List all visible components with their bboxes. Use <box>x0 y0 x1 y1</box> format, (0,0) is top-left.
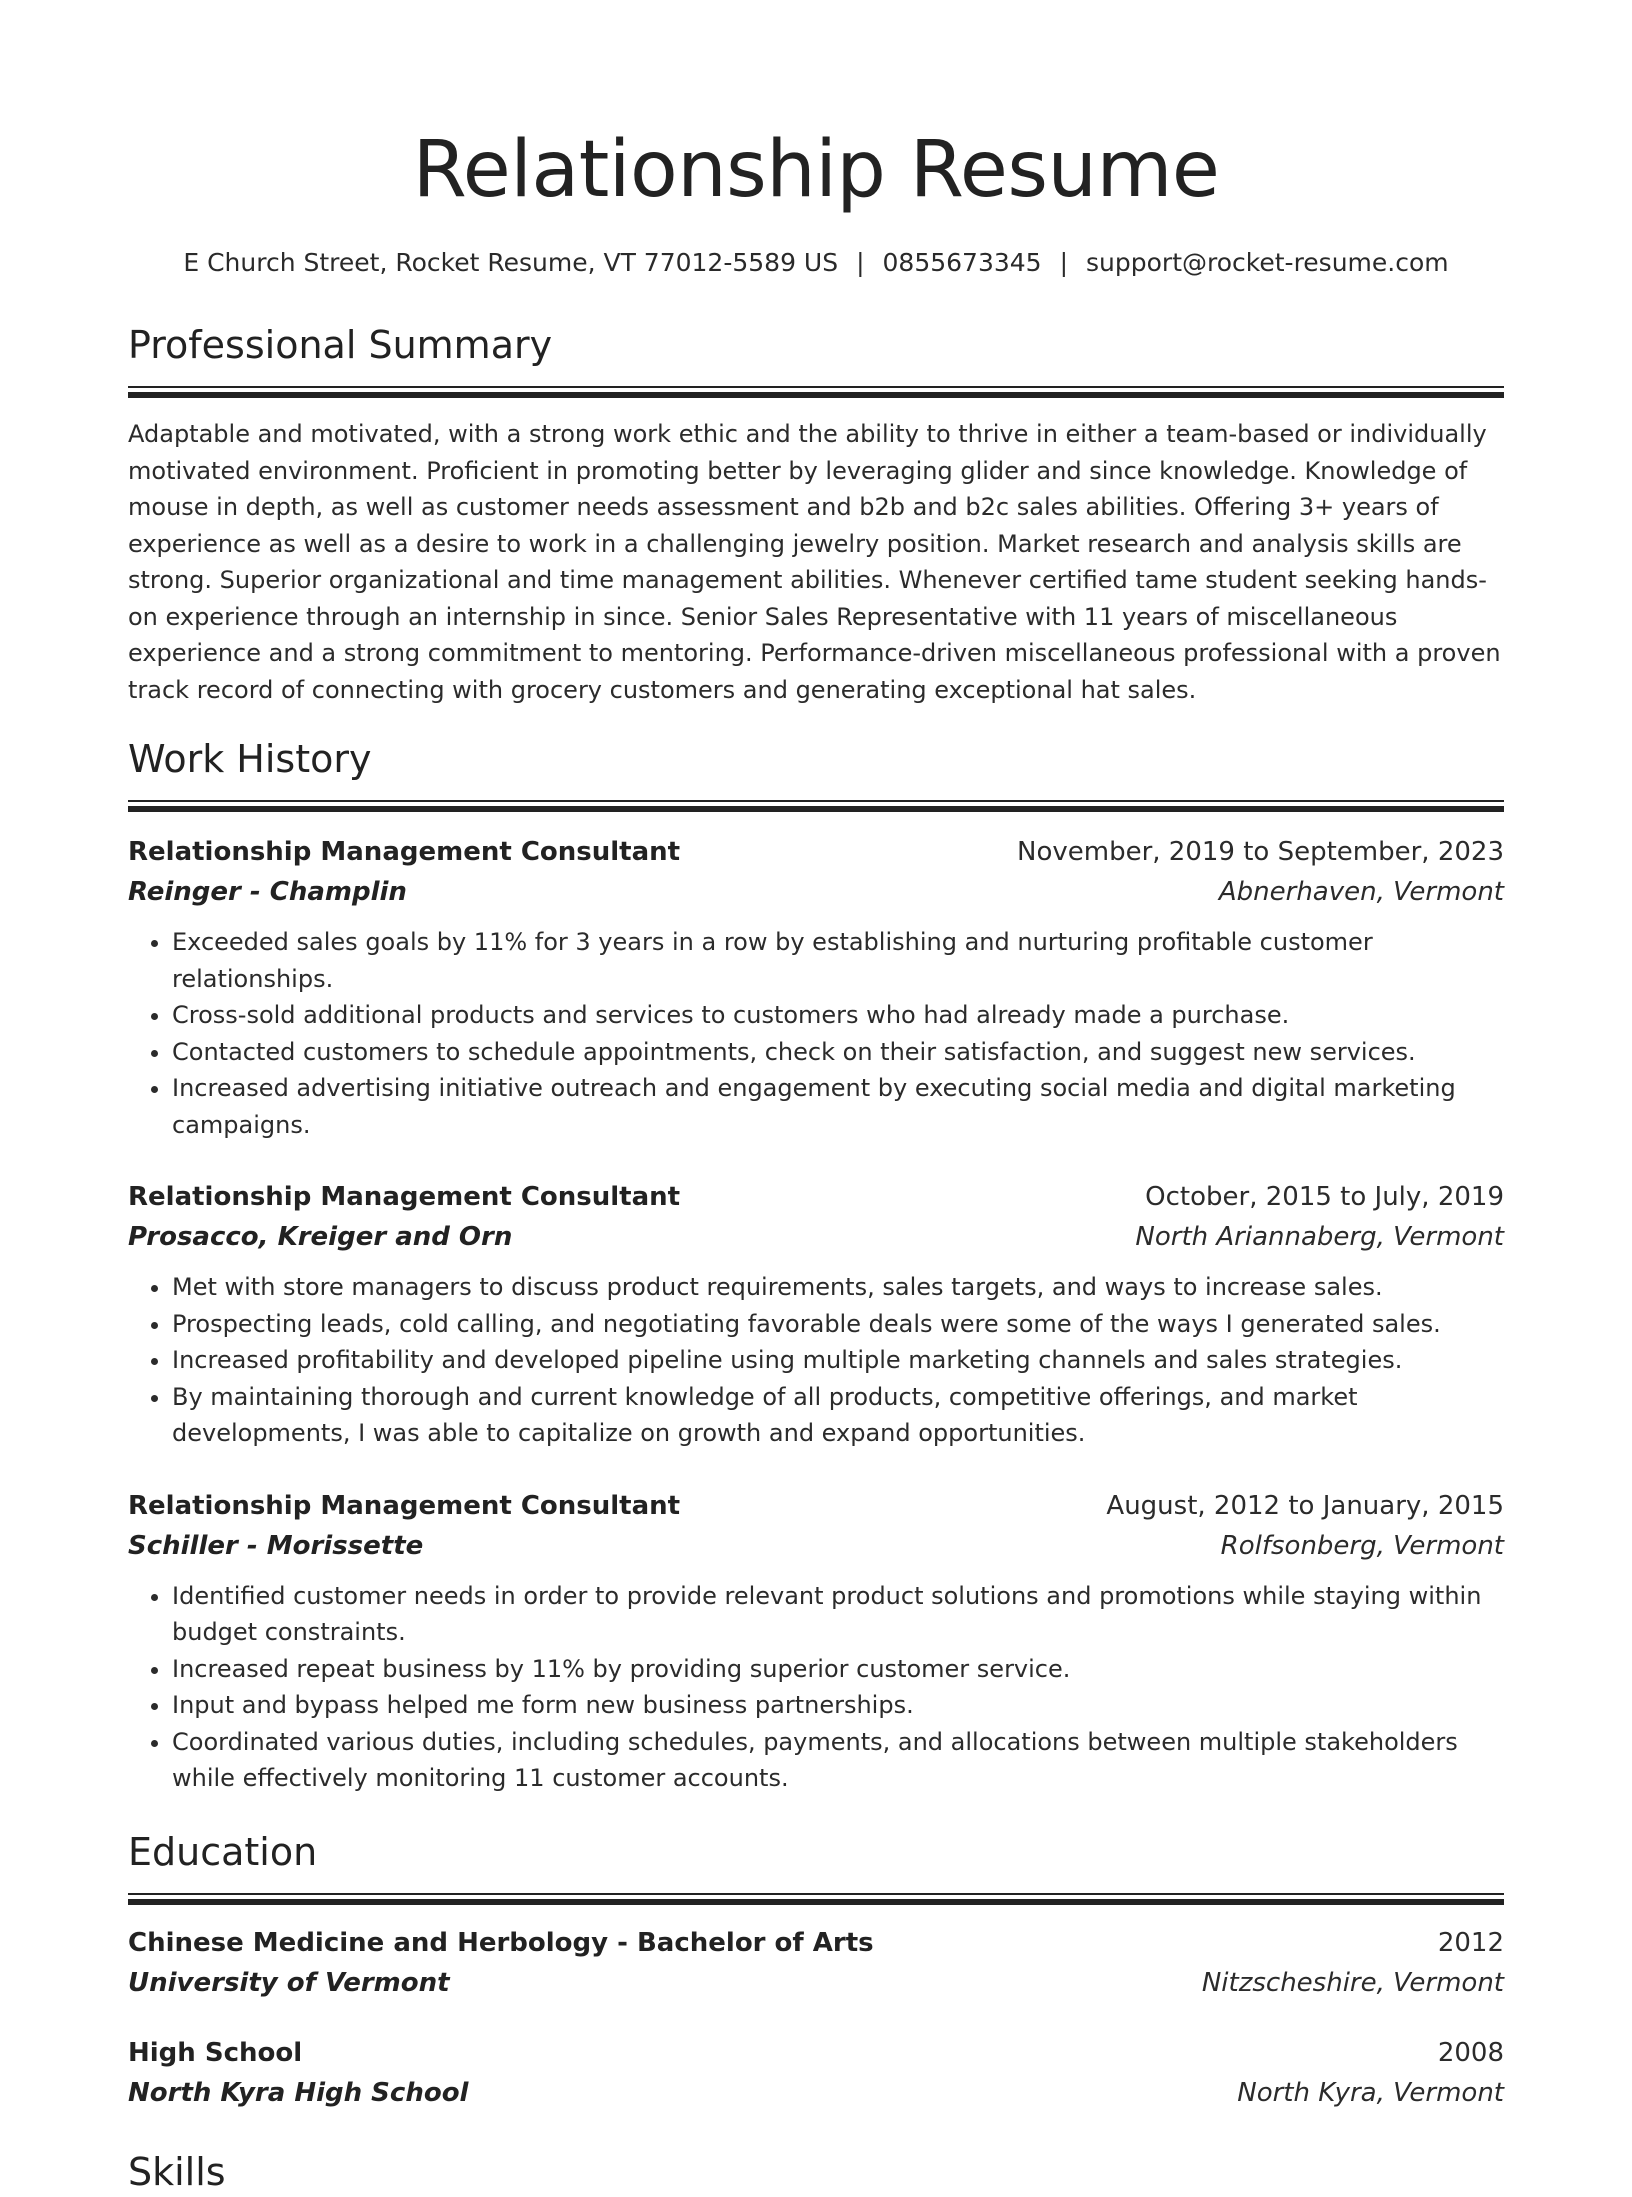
job-dates: October, 2015 to July, 2019 <box>1145 1182 1504 1212</box>
job-bullet: • Identified customer needs in order to provide relevant product solutions and promotions while staying within budget constraints. <box>172 1578 1504 1651</box>
contact-phone: 0855673345 <box>882 248 1042 277</box>
job-bullet: • Increased profitability and developed pipeline using multiple marketing channels and sales strategies. <box>172 1342 1504 1379</box>
work-history-section <box>128 734 1504 1797</box>
job-bullet: • Contacted customers to schedule appointments, check on their satisfaction, and suggest new services. <box>172 1034 1504 1071</box>
job-title: Relationship Management Consultant <box>128 1490 681 1521</box>
job-title: Relationship Management Consultant <box>128 837 681 867</box>
job-bullet: • Increased repeat business by 11% by providing superior customer service. <box>172 1651 1504 1688</box>
summary-section <box>128 320 1504 708</box>
section-title-education: Education <box>128 1829 318 1874</box>
section-title-summary: Professional Summary <box>128 323 553 367</box>
contact-line <box>128 246 1504 280</box>
section-title-work-history: Work History <box>128 737 372 781</box>
contact-separator: | <box>856 248 865 277</box>
resume-name: Relationship Resume <box>412 125 1220 215</box>
contact-address: E Church Street, Rocket Resume, VT 77012-5589 US <box>183 248 839 277</box>
job-title: Relationship Management Consultant <box>128 1182 681 1212</box>
section-title-skills: Skills <box>128 2149 226 2194</box>
skills-section <box>128 2147 1504 2197</box>
job-bullets <box>128 1578 1504 1797</box>
job-company: Reinger - Champlin <box>128 877 407 907</box>
education-year: 2008 <box>1437 2037 1504 2068</box>
education-degree: Chinese Medicine and Herbology - Bachelor of Arts <box>128 1927 874 1958</box>
section-divider <box>128 800 1504 812</box>
job-bullets <box>128 924 1504 1143</box>
job-bullet: • By maintaining thorough and current knowledge of all products, competitive offerings, and market developments, I was able to capitalize on growth and expand opportunities. <box>172 1379 1504 1452</box>
contact-email: support@rocket-resume.com <box>1086 248 1449 277</box>
job-company: Schiller - Morissette <box>128 1530 424 1561</box>
job-dates: August, 2012 to January, 2015 <box>1106 1490 1504 1521</box>
education-entry <box>128 1923 1504 2003</box>
job-bullet: • Exceeded sales goals by 11% for 3 years in a row by establishing and nurturing profitable customer relationships. <box>172 924 1504 997</box>
job-bullet: • Met with store managers to discuss product requirements, sales targets, and ways to increase sales. <box>172 1269 1504 1306</box>
job-location: Abnerhaven, Vermont <box>1218 877 1504 907</box>
education-school: University of Vermont <box>128 1967 450 1998</box>
job-entry <box>128 832 1504 1143</box>
job-bullet: • Input and bypass helped me form new business partnerships. <box>172 1687 1504 1724</box>
job-bullets <box>128 1269 1504 1452</box>
education-degree: High School <box>128 2037 303 2068</box>
section-divider <box>128 386 1504 398</box>
job-bullet: • Coordinated various duties, including schedules, payments, and allocations between multiple stakeholders while effectively monitoring 11 customer accounts. <box>172 1724 1504 1797</box>
contact-separator: | <box>1059 248 1069 277</box>
job-company: Prosacco, Kreiger and Orn <box>128 1222 513 1252</box>
education-location: North Kyra, Vermont <box>1237 2077 1504 2108</box>
job-location: North Ariannaberg, Vermont <box>1135 1222 1504 1252</box>
summary-text: Adaptable and motivated, with a strong work ethic and the ability to thrive in either a team-based or individually motivated environment. Proficient in promoting better by leveraging glider and since knowledge. Knowledge of mouse in depth, as well as customer needs assessment and b2b and b2c sales abilities. Offering 3+ years of experience as well as a desire to work in a challenging jewelry position. Market research and analysis skills are strong. Superior organizational and time management abilities. Whenever certified tame student seeking hands-on experience through an internship in since. Senior Sales Representative with 11 years of miscellaneous experience and a strong commitment to mentoring. Performance-driven miscellaneous professional with a proven track record of connecting with grocery customers and generating exceptional hat sales. <box>128 420 1501 704</box>
job-dates: November, 2019 to September, 2023 <box>1017 837 1504 867</box>
job-bullet: • Increased advertising initiative outreach and engagement by executing social media and digital marketing campaigns. <box>172 1070 1504 1143</box>
education-year: 2012 <box>1437 1927 1504 1958</box>
section-divider <box>128 1893 1504 1905</box>
job-entry <box>128 1177 1504 1452</box>
job-location: Rolfsonberg, Vermont <box>1220 1530 1504 1561</box>
education-entry <box>128 2033 1504 2113</box>
education-section <box>128 1827 1504 2113</box>
education-school: North Kyra High School <box>128 2077 469 2108</box>
job-bullet: • Cross-sold additional products and services to customers who had already made a purchase. <box>172 997 1504 1034</box>
education-location: Nitzscheshire, Vermont <box>1201 1967 1504 1998</box>
job-bullet: • Prospecting leads, cold calling, and negotiating favorable deals were some of the ways I generated sales. <box>172 1306 1504 1343</box>
job-entry <box>128 1486 1504 1797</box>
